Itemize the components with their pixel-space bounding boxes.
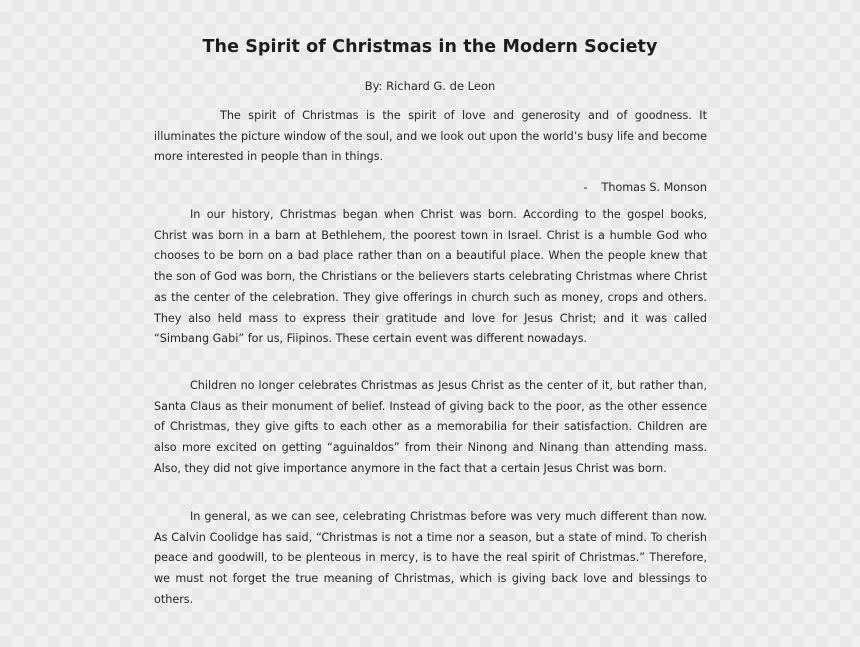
paragraph-2: Children no longer celebrates Christmas as Jesus Christ as the center of it, but rather than, Santa Claus as their monument of belief. Instead of giving back to the poor, as the other essence of Christmas, they give gifts to each other as a memorabilia for their satisfaction. Children are also more excited on getting “aguinaldos” from their Ninong and Ninang than attending mass. Also, they did not give importance anymore in the fact that a certain Jesus Christ was born. <box>154 379 707 475</box>
paragraph-3: In general, as we can see, celebrating Christmas before was very much different than now. As Calvin Coolidge has said, “Christmas is not a time nor a season, but a state of mind. To cherish peace and goodwill, to be plenteous in mercy, is to have the real spirit of Christmas.” Therefore, we must not forget the true meaning of Christmas, which is giving back love and blessings to others. <box>154 510 707 606</box>
epigraph-attribution <box>154 178 707 199</box>
epigraph-quote: The spirit of Christmas is the spirit of love and generosity and of goodness. It illuminates the picture window of the soul, and we look out upon the world’s busy life and become more interested in people than in things. <box>154 109 707 164</box>
attribution-name: Thomas S. Monson <box>601 181 707 194</box>
document-byline: By: Richard G. de Leon <box>364 79 496 93</box>
attribution-dash: - <box>583 181 588 194</box>
paragraph-1: In our history, Christmas began when Christ was born. According to the gospel books, Christ was born in a barn at Bethlehem, the poorest town in Israel. Christ is a humble God who chooses to be born on a bad place rather than on a beautiful place. When the people knew that the son of God was born, the Christians or the believers starts celebrating Christmas where Christ as the center of the celebration. They give offerings in church such as money, crops and others. They also held mass to express their gratitude and love for Jesus Christ; and it was called “Simbang Gabi” for us, Fiipinos. These certain event was different nowadays. <box>154 208 707 346</box>
document-title: The Spirit of Christmas in the Modern Society <box>202 37 658 57</box>
